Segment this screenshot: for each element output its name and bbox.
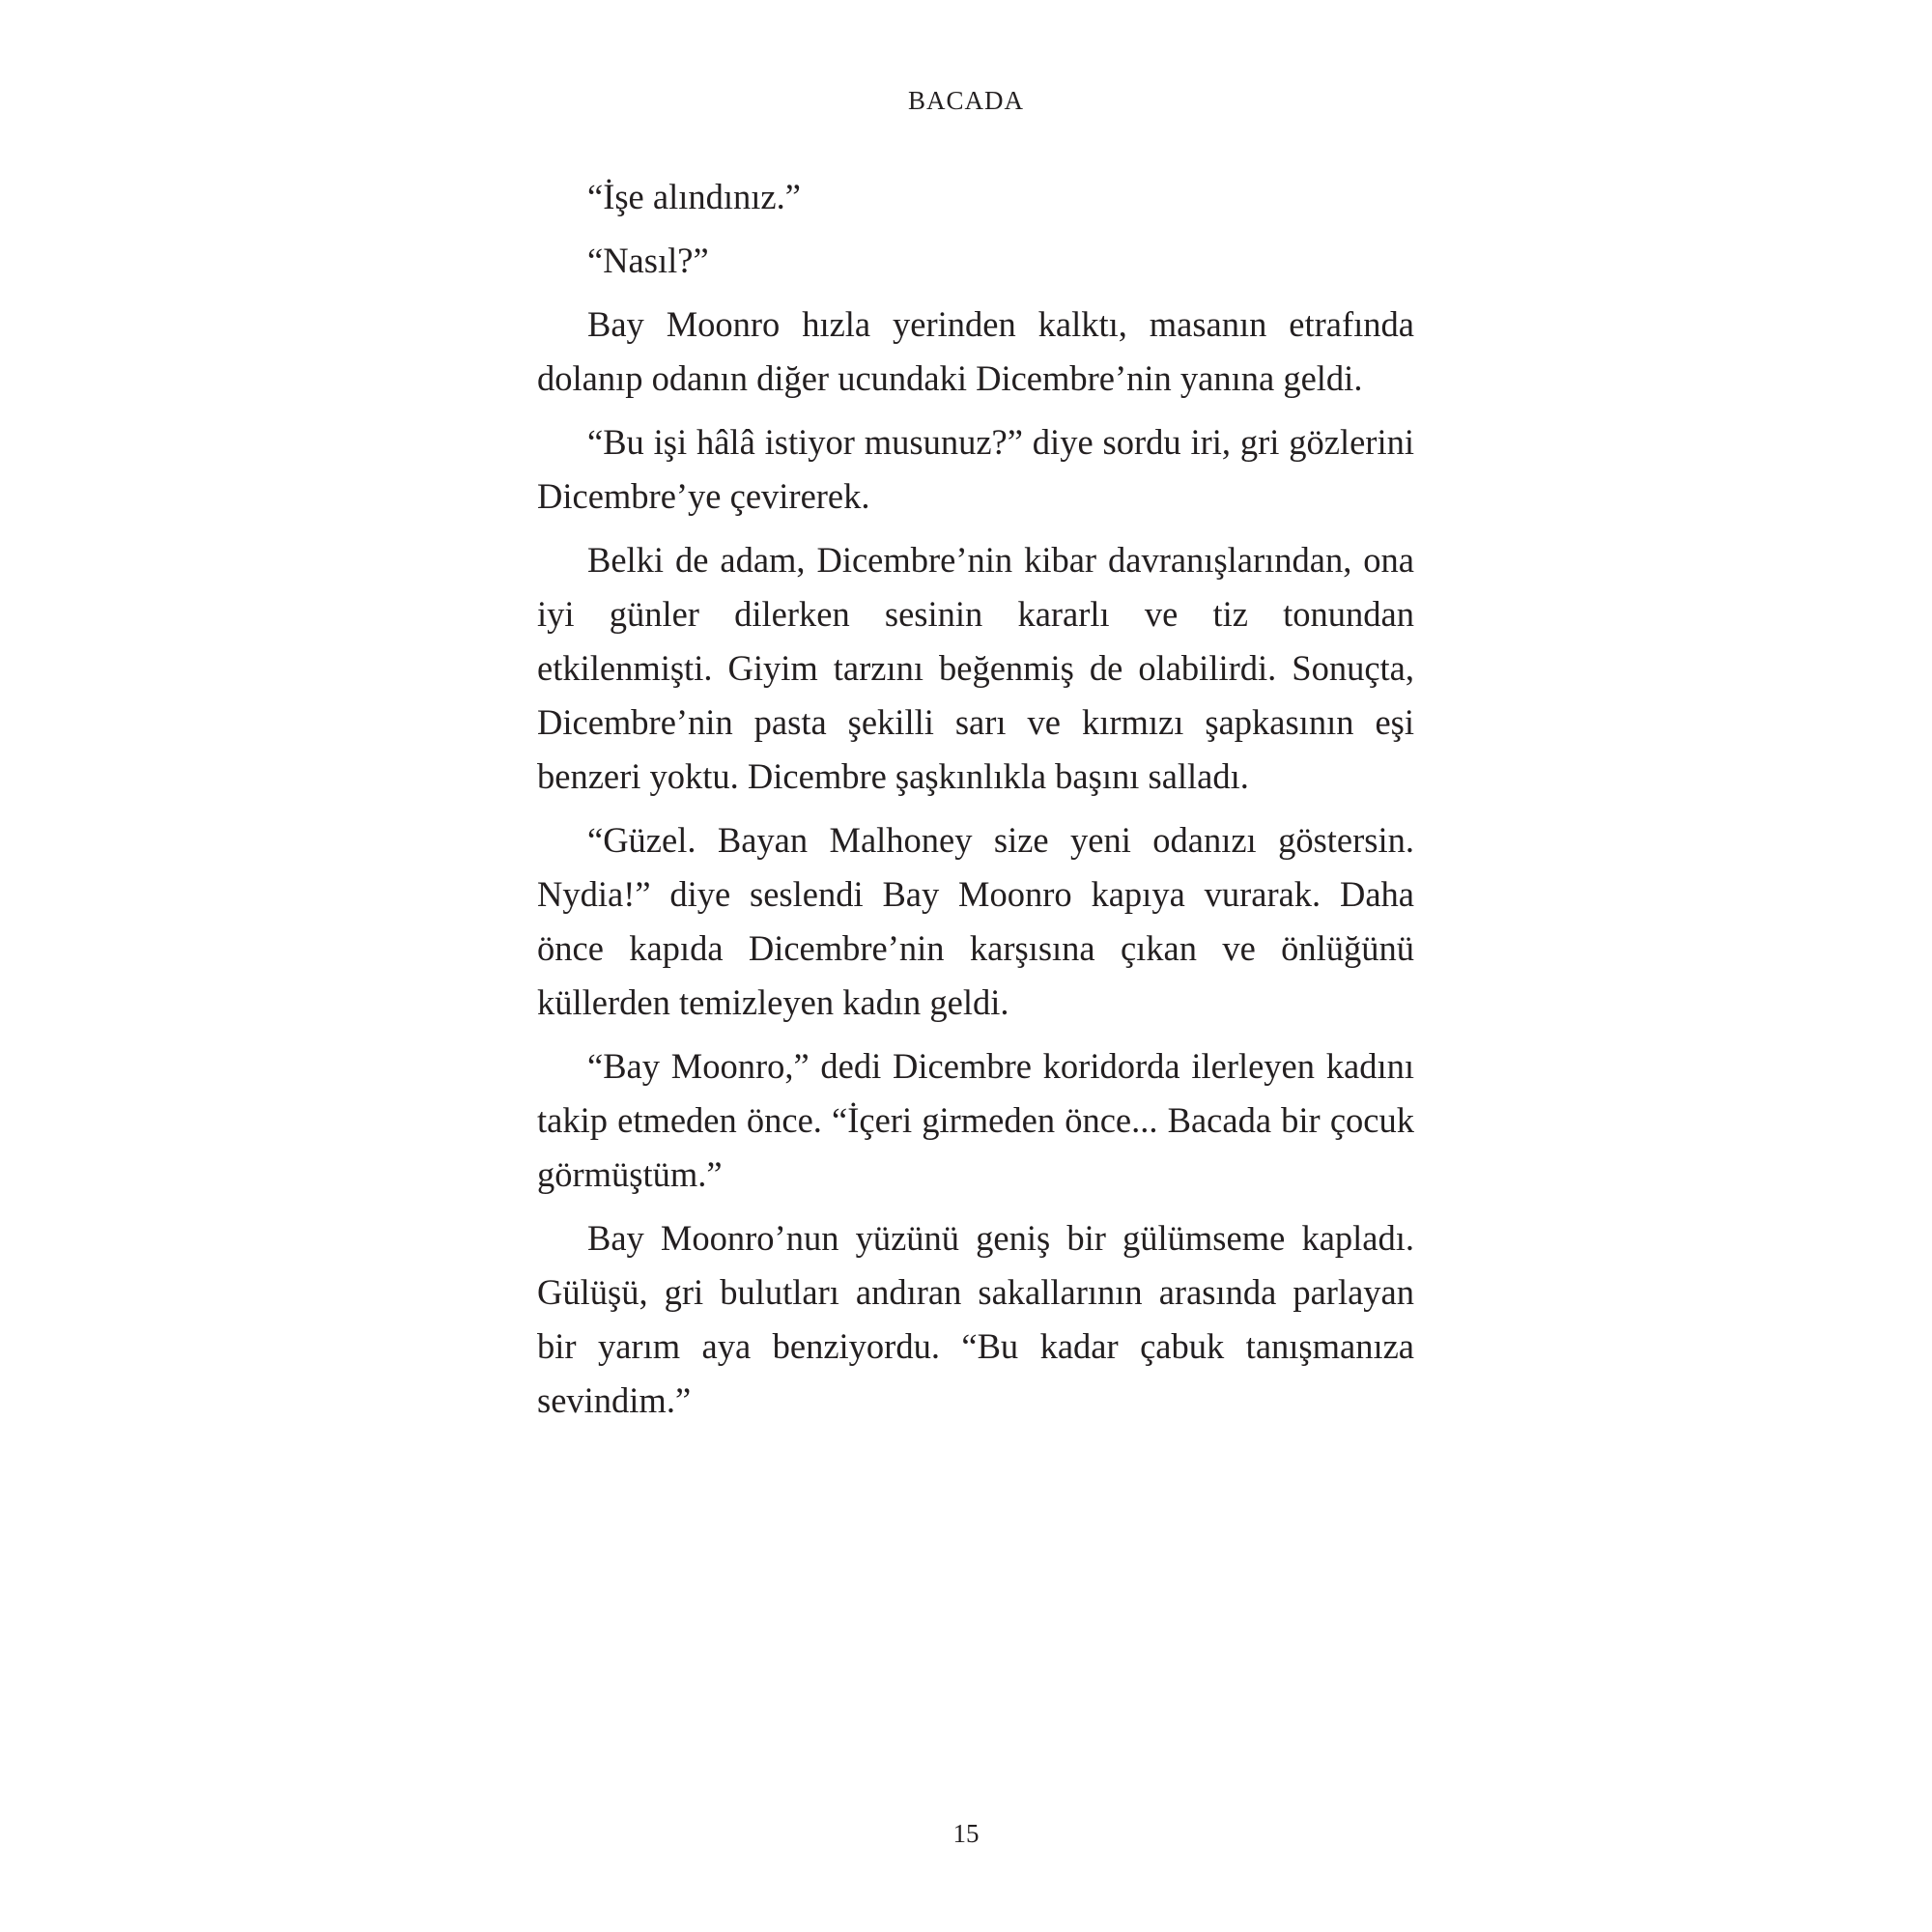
- page-number: 15: [952, 1819, 980, 1848]
- paragraph: Belki de adam, Dicembre’nin kibar davranışlarından, ona iyi günler dilerken sesinin kararlı ve tiz tonundan etkilenmişti. Giyim tarzını beğenmiş de olabilirdi. Sonuçta, Dicembre’nin pasta şekilli sarı ve kırmızı şapkasının eşi benzeri yoktu. Dicembre şaşkınlıkla başını salladı.: [537, 540, 1414, 796]
- paragraph: “İşe alındınız.”: [587, 177, 801, 216]
- paragraph: Bay Moonro hızla yerinden kalktı, masanın etrafında dolanıp odanın diğer ucundaki Dicembre’nin yanına geldi.: [537, 304, 1414, 398]
- paragraph: Bay Moonro’nun yüzünü geniş bir gülümseme kapladı. Gülüşü, gri bulutları andıran sakallarının arasında parlayan bir yarım aya benziyordu. “Bu kadar çabuk tanışmanıza sevindim.”: [537, 1218, 1414, 1420]
- running-head: BACADA: [907, 86, 1024, 115]
- paragraph: “Bay Moonro,” dedi Dicembre koridorda ilerleyen kadını takip etmeden önce. “İçeri girmeden önce... Bacada bir çocuk görmüştüm.”: [537, 1046, 1414, 1194]
- paragraph: “Bu işi hâlâ istiyor musunuz?” diye sordu iri, gri gözlerini Dicembre’ye çevirerek.: [537, 422, 1414, 516]
- body-text: [537, 170, 1414, 1437]
- paragraph: “Nasıl?”: [587, 241, 709, 280]
- paragraph: “Güzel. Bayan Malhoney size yeni odanızı göstersin. Nydia!” diye seslendi Bay Moonro kapıya vurarak. Daha önce kapıda Dicembre’nin karşısına çıkan ve önlüğünü küllerden temizleyen kadın geldi.: [537, 820, 1414, 1022]
